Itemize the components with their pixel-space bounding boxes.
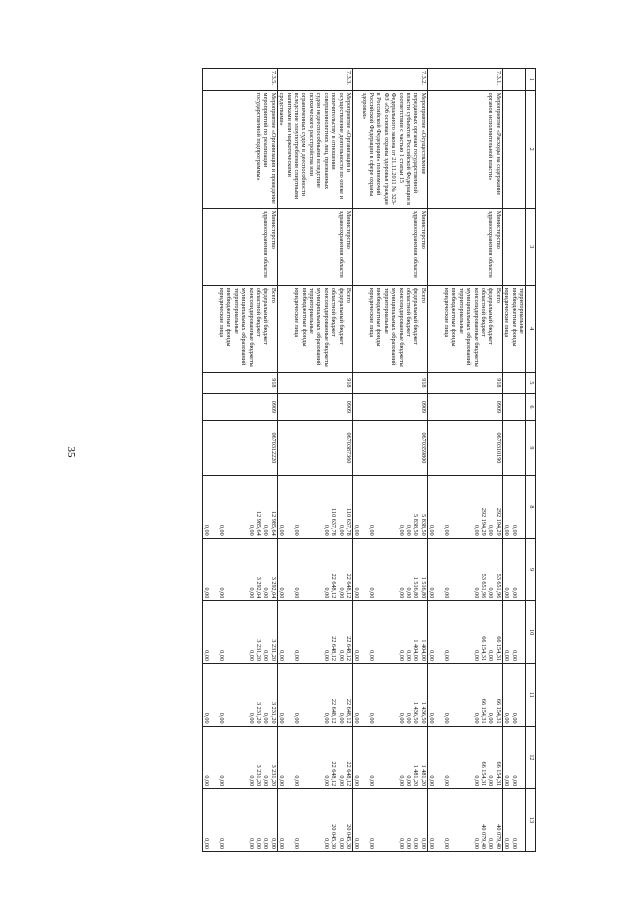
executor: Министерство здравоохранения области	[277, 208, 352, 285]
source-cell: Всего федеральный бюджет областной бюджет консолидированные бюджеты муниципальных образований территориальные внебюджетные фонды юридические лица	[352, 285, 427, 372]
col-header: 3	[526, 208, 536, 285]
row-number: 7.3.5.	[202, 69, 277, 91]
executor: Министерство здравоохранения области	[427, 208, 502, 285]
value-cell: 110 637,78 0,00 110 637,78 0,00 0,00 0,00	[277, 476, 352, 539]
table-row	[352, 69, 427, 852]
csr-code: 0670359800	[352, 420, 427, 475]
csr-code: 0670310190	[427, 420, 502, 475]
source-cell: Всего федеральный бюджет областной бюджет консолидированные бюджеты муниципальных образований территориальные внебюджетные фонды юридические лица	[427, 285, 502, 372]
value-cell: 1 436,50 1 436,50 0,00 0,00 0,00 0,00	[352, 663, 427, 726]
value-cell: 20 045,30 0,00 20 045,30 0,00 0,00 0,00	[277, 789, 352, 852]
executor: Министерство здравоохранения области	[352, 208, 427, 285]
rz-code: 0909	[277, 394, 352, 421]
page-number: 35	[65, 446, 77, 458]
col-header: 9	[526, 420, 536, 475]
value-cell: 0,00 0,00 0,00 0,00 0,00 0,00	[352, 789, 427, 852]
expenses-table	[202, 68, 536, 852]
csr-code: 0670312220	[202, 420, 277, 475]
grbs-code: 918	[202, 372, 277, 394]
source-cell: территориальные внебюджетные фонды юридические лица	[502, 285, 525, 372]
col-header: 10	[526, 601, 536, 664]
value-cell: 0,00 0,00 0,00 0,00 0,00 0,00	[202, 789, 277, 852]
value-cell: 3 231,20 0,00 3 231,20 0,00 0,00 0,00	[202, 726, 277, 789]
col-header: 9	[526, 538, 536, 601]
value-cell: 40 079,40 0,00 40 079,40 0,00 0,00 0,00	[427, 789, 502, 852]
table-row	[202, 69, 277, 852]
value-cell: 3 231,20 0,00 3 231,20 0,00 0,00 0,00	[202, 601, 277, 664]
csr-code: 0670387360	[277, 420, 352, 475]
col-header: 12	[526, 726, 536, 789]
measure-name: Мероприятие «Организация и проведение мероприятий по реализации государственной подпрограммы»	[202, 90, 277, 208]
row-number: 7.3.1.	[427, 69, 502, 91]
source-cell: Всего федеральный бюджет областной бюджет консолидированные бюджеты муниципальных образований территориальные внебюджетные фонды юридические лица	[277, 285, 352, 372]
table-row-fragment: территориальные внебюджетные фонды юридические лица 0,00 0,00 0,00 0,00 0,00 0,00 0,00 0,00 0,00 0,00 0,00 0,00	[502, 69, 525, 852]
value-cell: 12 985,64 0,00 12 985,64 0,00 0,00 0,00	[202, 476, 277, 539]
source-cell: Всего федеральный бюджет областной бюджет консолидированные бюджеты муниципальных образований территориальные внебюджетные фонды юридические лица	[202, 285, 277, 372]
grbs-code: 918	[427, 372, 502, 394]
rz-code: 0909	[352, 394, 427, 421]
table-body	[202, 69, 525, 852]
col-header: 8	[526, 476, 536, 539]
value-cell: 1 404,00 1 404,00 0,00 0,00 0,00 0,00	[352, 601, 427, 664]
measure-name: Мероприятие «Расходы на содержание органов исполнительной власти»	[427, 90, 502, 208]
value-cell: 3 292,04 0,00 3 292,04 0,00 0,00 0,00	[202, 538, 277, 601]
col-header: 6	[526, 394, 536, 421]
row-number: 7.3.2.	[352, 69, 427, 91]
header-row	[526, 69, 536, 852]
col-header: 11	[526, 663, 536, 726]
col-header: 4	[526, 285, 536, 372]
rz-code: 0909	[202, 394, 277, 421]
value-cell: 22 648,12 0,00 22 648,12 0,00 0,00 0,00	[277, 726, 352, 789]
value-cell: 5 838,50 5 838,50 0,00 0,00 0,00 0,00	[352, 476, 427, 539]
value-cell: 22 648,12 0,00 22 648,12 0,00 0,00 0,00	[277, 538, 352, 601]
measure-name: Мероприятие «Осуществление переданных органам государственной власти субъектов Российской Федерации в соответствии с частью 1 статьи 15 Федерального закона от 21.11.2011 № 323-ФЗ «Об основах охраны здоровья граждан в Российской Федерации» полномочий Российской Федерации в сфере охраны здоровья»	[352, 90, 427, 208]
table-row	[277, 69, 352, 852]
value-cell: 292 194,29 0,00 292 194,29 0,00 0,00 0,00	[427, 476, 502, 539]
value-cell: 1 516,80 1 516,80 0,00 0,00 0,00 0,00	[352, 538, 427, 601]
measure-name: Мероприятие «Организация и осуществление деятельности по опеке и попечительству в отношении совершеннолетних лиц, признанных судом недееспособными вследствие психического расстройства или ограниченных судом в дееспособности вследствие злоупотребления спиртными напитками или наркотическими средствами»	[277, 90, 352, 208]
value-cell: 53 651,96 0,00 53 651,96 0,00 0,00 0,00	[427, 538, 502, 601]
executor: Министерство здравоохранения области	[202, 208, 277, 285]
grbs-code: 918	[352, 372, 427, 394]
rotated-table-sheet	[100, 68, 536, 852]
value-cell: 22 648,12 0,00 22 648,12 0,00 0,00 0,00	[277, 601, 352, 664]
table-row	[427, 69, 502, 852]
value-cell: 66 154,31 0,00 66 154,31 0,00 0,00 0,00	[427, 601, 502, 664]
rz-code: 0909	[427, 394, 502, 421]
value-cell: 3 231,20 0,00 3 231,20 0,00 0,00 0,00	[202, 663, 277, 726]
value-cell: 22 648,12 0,00 22 648,12 0,00 0,00 0,00	[277, 663, 352, 726]
value-cell: 66 154,31 0,00 66 154,31 0,00 0,00 0,00	[427, 726, 502, 789]
row-number: 7.3.3.	[277, 69, 352, 91]
value-cell: 66 154,31 0,00 66 154,31 0,00 0,00 0,00	[427, 663, 502, 726]
value-cell: 1 481,20 1 481,20 0,00 0,00 0,00 0,00	[352, 726, 427, 789]
col-header: 13	[526, 789, 536, 852]
col-header: 1	[526, 69, 536, 91]
col-header: 5	[526, 372, 536, 394]
grbs-code: 918	[277, 372, 352, 394]
col-header: 2	[526, 90, 536, 208]
